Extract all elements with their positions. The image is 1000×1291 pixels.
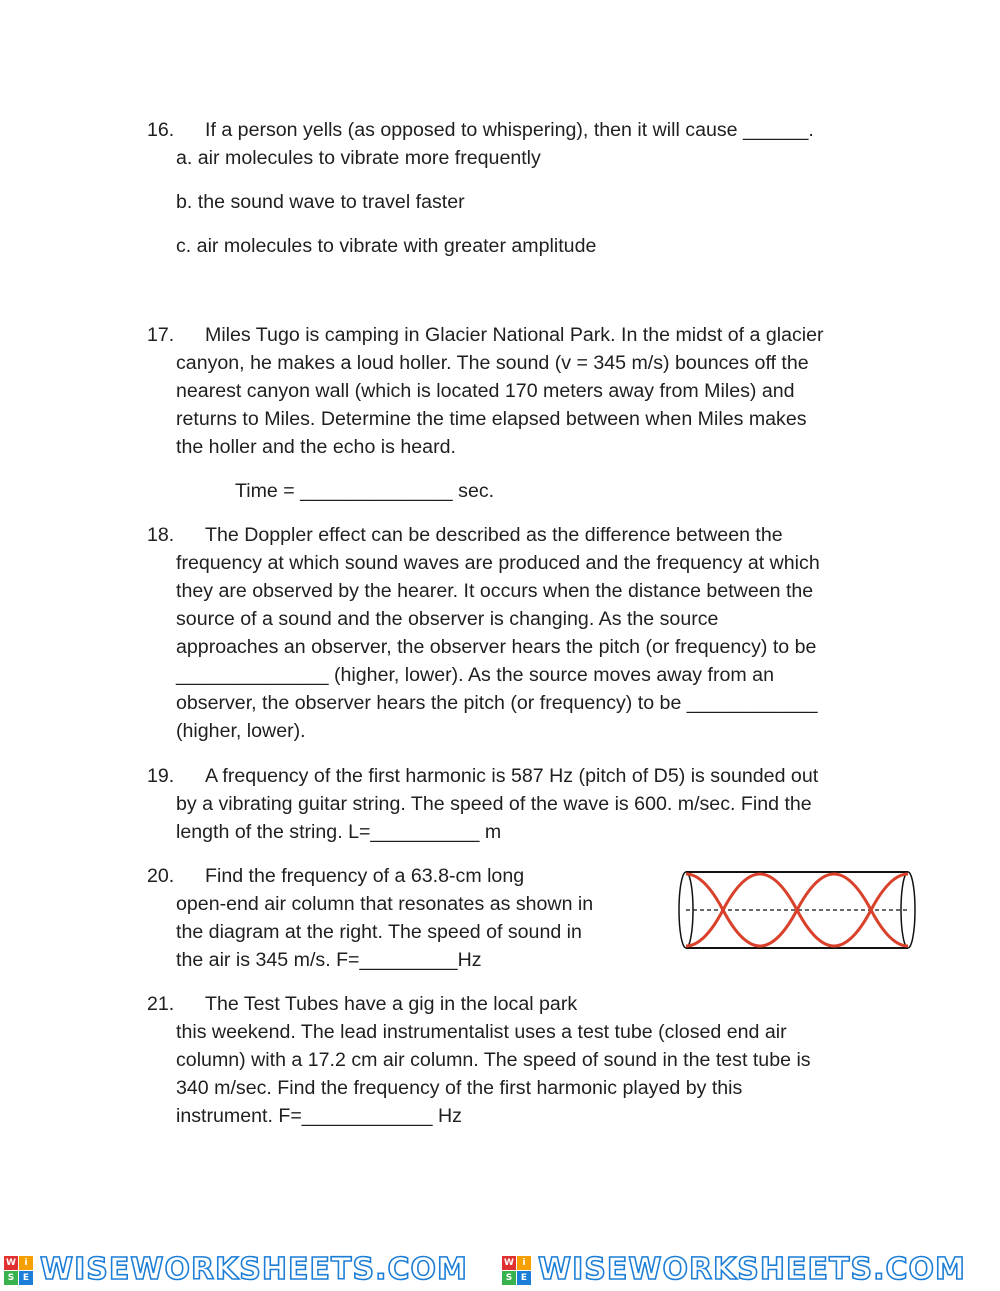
footer-watermark: [0, 1252, 1000, 1291]
question-line: nearest canyon wall (which is located 170 meters away from Miles) and: [176, 380, 795, 402]
question-line: (higher, lower).: [176, 720, 306, 742]
logo-icon: W i S E: [502, 1256, 532, 1286]
question-21: [147, 990, 887, 1130]
question-line: the holler and the echo is heard.: [176, 436, 456, 458]
time-answer-blank: Time = ______________ sec.: [235, 480, 495, 502]
question-line: column) with a 17.2 cm air column. The speed of sound in the test tube is: [176, 1049, 811, 1071]
question-line: returns to Miles. Determine the time elapsed between when Miles makes: [176, 408, 807, 430]
question-line: approaches an observer, the observer hears the pitch (or frequency) to be: [176, 636, 817, 658]
brand-text: WISEWORKSHEETS.COM: [40, 1252, 468, 1287]
question-number: 16.: [147, 119, 175, 141]
question-20: [147, 862, 647, 974]
open-air-column-standing-wave-icon: [674, 868, 919, 952]
question-18: [147, 521, 887, 745]
question-line: Miles Tugo is camping in Glacier National Park. In the midst of a glacier: [205, 324, 824, 346]
question-line: source of a sound and the observer is changing. As the source: [176, 608, 719, 630]
question-number: 20.: [147, 865, 175, 887]
option-a: a. air molecules to vibrate more frequently: [176, 147, 541, 169]
question-line: the diagram at the right. The speed of sound in: [176, 921, 582, 943]
question-line: observer, the observer hears the pitch (or frequency) to be ____________: [176, 692, 818, 714]
question-17: [147, 321, 887, 461]
question-text: If a person yells (as opposed to whispering), then it will cause ______.: [205, 119, 814, 141]
question-line: A frequency of the first harmonic is 587 Hz (pitch of D5) is sounded out: [205, 765, 819, 787]
question-number: 18.: [147, 524, 175, 546]
question-line: 340 m/sec. Find the frequency of the first harmonic played by this: [176, 1077, 743, 1099]
option-b: b. the sound wave to travel faster: [176, 191, 465, 213]
question-19: [147, 762, 887, 846]
question-number: 21.: [147, 993, 175, 1015]
question-line: ______________ (higher, lower). As the source moves away from an: [176, 664, 774, 686]
question-line: this weekend. The lead instrumentalist uses a test tube (closed end air: [176, 1021, 787, 1043]
question-line: open-end air column that resonates as shown in: [176, 893, 594, 915]
question-number: 17.: [147, 324, 175, 346]
question-number: 19.: [147, 765, 175, 787]
question-line: Find the frequency of a 63.8-cm long: [205, 865, 525, 887]
question-line: instrument. F=____________ Hz: [176, 1105, 462, 1127]
question-line: length of the string. L=__________ m: [176, 821, 502, 843]
brand-text: WISEWORKSHEETS.COM: [538, 1252, 966, 1287]
question-line: the air is 345 m/s. F=_________Hz: [176, 949, 482, 971]
question-line: canyon, he makes a loud holler. The sound (v = 345 m/s) bounces off the: [176, 352, 809, 374]
question-line: The Test Tubes have a gig in the local park: [205, 993, 578, 1015]
question-16: [147, 116, 887, 144]
question-line: The Doppler effect can be described as the difference between the: [205, 524, 783, 546]
question-line: by a vibrating guitar string. The speed of the wave is 600. m/sec. Find the: [176, 793, 812, 815]
logo-icon: W i S E: [4, 1256, 34, 1286]
question-line: frequency at which sound waves are produced and the frequency at which: [176, 552, 820, 574]
question-line: they are observed by the hearer. It occurs when the distance between the: [176, 580, 814, 602]
option-c: c. air molecules to vibrate with greater amplitude: [176, 235, 597, 257]
